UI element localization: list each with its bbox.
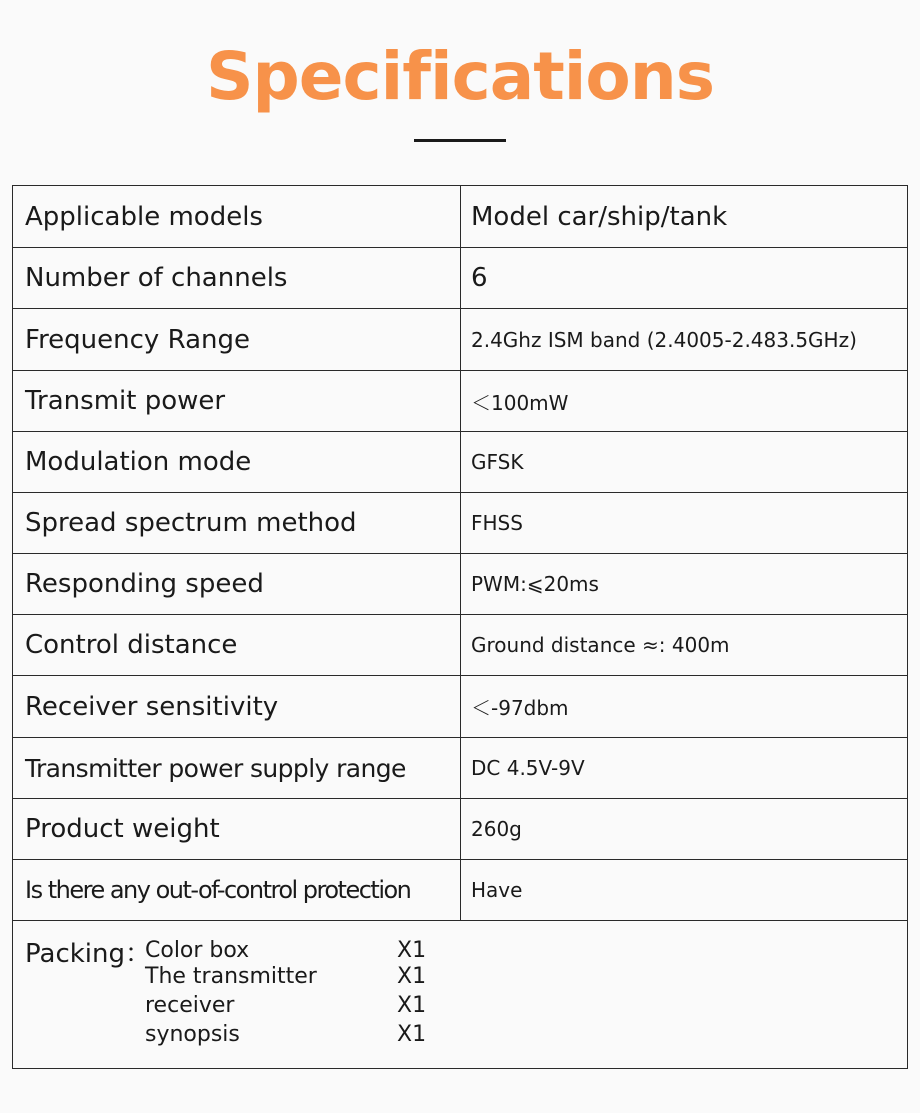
spec-label: Control distance [13, 615, 461, 675]
spec-value: 260g [471, 817, 522, 841]
packing-section [13, 921, 907, 1068]
spec-value: Have [471, 878, 523, 902]
spec-table [12, 185, 908, 1069]
spec-value: Model car/ship/tank [471, 201, 728, 232]
spec-label: Receiver sensitivity [13, 676, 461, 737]
packing-label: Packing： [25, 939, 152, 969]
spec-label: Number of channels [13, 248, 461, 308]
page-title: Specifications [205, 38, 715, 115]
spec-value: FHSS [471, 511, 523, 535]
packing-item-name: synopsis [145, 1022, 240, 1047]
spec-row [13, 554, 907, 615]
spec-row [13, 676, 907, 738]
packing-item-name: The transmitter [145, 964, 317, 989]
spec-label: Transmitter power supply range [13, 738, 461, 798]
spec-value: 6 [471, 263, 488, 293]
spec-label: Frequency Range [13, 309, 461, 370]
spec-label: Spread spectrum method [13, 493, 461, 553]
packing-item-qty: X1 [397, 964, 427, 989]
spec-value: ＜-97dbm [471, 696, 569, 720]
spec-row [13, 371, 907, 432]
spec-row [13, 738, 907, 799]
spec-row [13, 493, 907, 554]
packing-item-qty: X1 [397, 1022, 427, 1047]
spec-row [13, 860, 907, 921]
spec-row [13, 432, 907, 493]
spec-label: Product weight [13, 799, 461, 859]
packing-item-name: Color box [145, 938, 250, 963]
spec-label: Transmit power [13, 371, 461, 431]
spec-value: Ground distance ≈: 400m [471, 633, 730, 657]
spec-label: Responding speed [13, 554, 461, 614]
spec-value: 2.4Ghz ISM band (2.4005-2.483.5GHz) [471, 327, 857, 352]
spec-label: Is there any out-of-control protection [13, 860, 461, 920]
spec-row [13, 799, 907, 860]
packing-item-name: receiver [145, 993, 235, 1018]
packing-item-qty: X1 [397, 993, 427, 1018]
spec-value: ＜100mW [471, 390, 569, 415]
spec-row [13, 309, 907, 371]
spec-value: GFSK [471, 450, 524, 474]
packing-item-qty: X1 [397, 938, 427, 963]
spec-row [13, 186, 907, 248]
spec-label: Applicable models [13, 186, 461, 247]
spec-label: Modulation mode [13, 432, 461, 492]
spec-row [13, 248, 907, 309]
title-underline [414, 139, 506, 142]
spec-value: PWM:⩽20ms [471, 572, 599, 596]
spec-value: DC 4.5V-9V [471, 756, 585, 780]
spec-row [13, 615, 907, 676]
